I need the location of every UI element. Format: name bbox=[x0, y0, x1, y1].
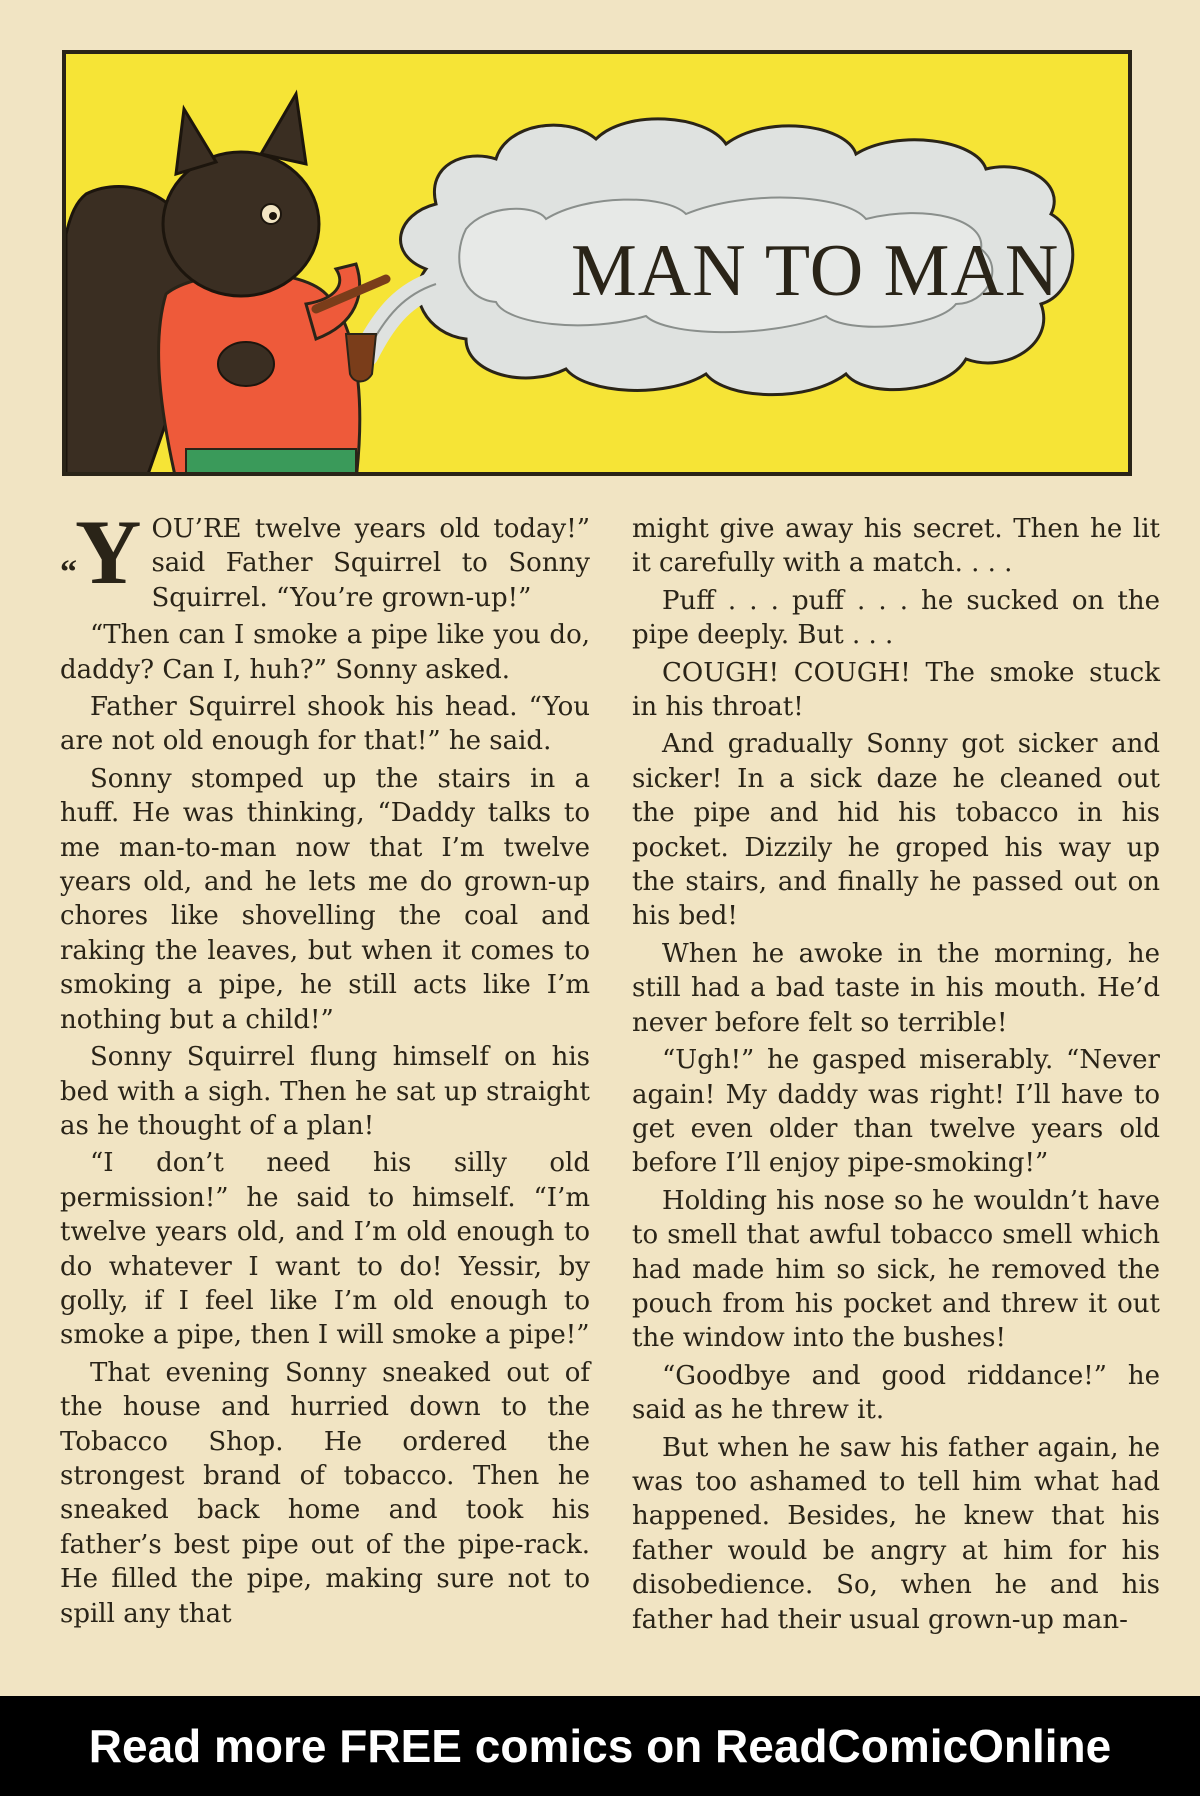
paragraph: “Goodbye and good riddance!” he said as he threw it. bbox=[632, 1360, 1160, 1426]
text-column-right bbox=[632, 512, 1160, 1640]
paragraph: “Ugh!” he gasped miserably. “Never again! My daddy was right! I’ll have to get even older than twelve years old before I’ll enjoy pipe-smoking!” bbox=[632, 1045, 1160, 1179]
paragraph: Sonny Squirrel flung himself on his bed with a sigh. Then he sat up straight as he thought of a plan! bbox=[60, 1042, 590, 1141]
paragraph: COUGH! COUGH! The smoke stuck in his throat! bbox=[632, 657, 1160, 723]
paragraph: Sonny stomped up the stairs in a huff. He was thinking, “Daddy talks to me man-to-man now that I’m twelve years old, and he lets me do grown-up chores like shovelling the coal and raking the leaves, but when it comes to smoking a pipe, he still acts like I’m nothing but a child!” bbox=[60, 763, 590, 1035]
paragraph: might give away his secret. Then he lit it carefully with a match. . . . bbox=[632, 514, 1160, 579]
text-column-left bbox=[60, 501, 590, 1634]
paragraph: But when he saw his father again, he was too ashamed to tell him what had happened. Besides, he knew that his father would be angry at him for his disobedience. So, when he and his father had their usual grown-up man- bbox=[632, 1432, 1160, 1635]
drop-cap: “Y bbox=[60, 501, 142, 603]
paragraph: “Y OU’RE twelve years old today!” said Father Squirrel to Sonny Squirrel. “You’re grown-up!” bbox=[60, 501, 590, 613]
paragraph: Father Squirrel shook his head. “You are not old enough for that!” he said. bbox=[60, 692, 590, 757]
paragraph: That evening Sonny sneaked out of the house and hurried down to the Tobacco Shop. He ordered the strongest brand of tobacco. Then he sneaked back home and took his father’s best pipe out of the pipe-rack. He filled the pipe, making sure not to spill any that bbox=[60, 1357, 590, 1629]
paragraph: “I don’t need his silly old permission!” he said to himself. “I’m twelve years old, and I’m old enough to do whatever I want to do! Yessir, by golly, if I feel like I’m old enough to smoke a pipe, then I will smoke a pipe!” bbox=[60, 1148, 590, 1351]
paragraph: “Then can I smoke a pipe like you do, daddy? Can I, huh?” Sonny asked. bbox=[60, 620, 590, 685]
paragraph: And gradually Sonny got sicker and sicker! In a sick daze he cleaned out the pipe and hid his tobacco in his pocket. Dizzily he groped his way up the stairs, and finally he passed out on his bed! bbox=[632, 729, 1160, 932]
paragraph: When he awoke in the morning, he still had a bad taste in his mouth. He’d never before felt so terrible! bbox=[632, 938, 1160, 1038]
paragraph: Puff . . . puff . . . he sucked on the pipe deeply. But . . . bbox=[632, 585, 1160, 651]
squirrel-head bbox=[163, 152, 319, 296]
promo-text[interactable]: Read more FREE comics on ReadComicOnline bbox=[88, 1720, 1112, 1772]
title-panel bbox=[62, 50, 1132, 476]
story-title: MAN TO MAN bbox=[571, 230, 1060, 312]
promo-banner[interactable] bbox=[0, 1696, 1200, 1796]
paragraph: Holding his nose so he wouldn’t have to smell that awful tobacco smell which had made him so sick, he removed the pouch from his pocket and threw it out the window into the bushes! bbox=[632, 1185, 1160, 1354]
